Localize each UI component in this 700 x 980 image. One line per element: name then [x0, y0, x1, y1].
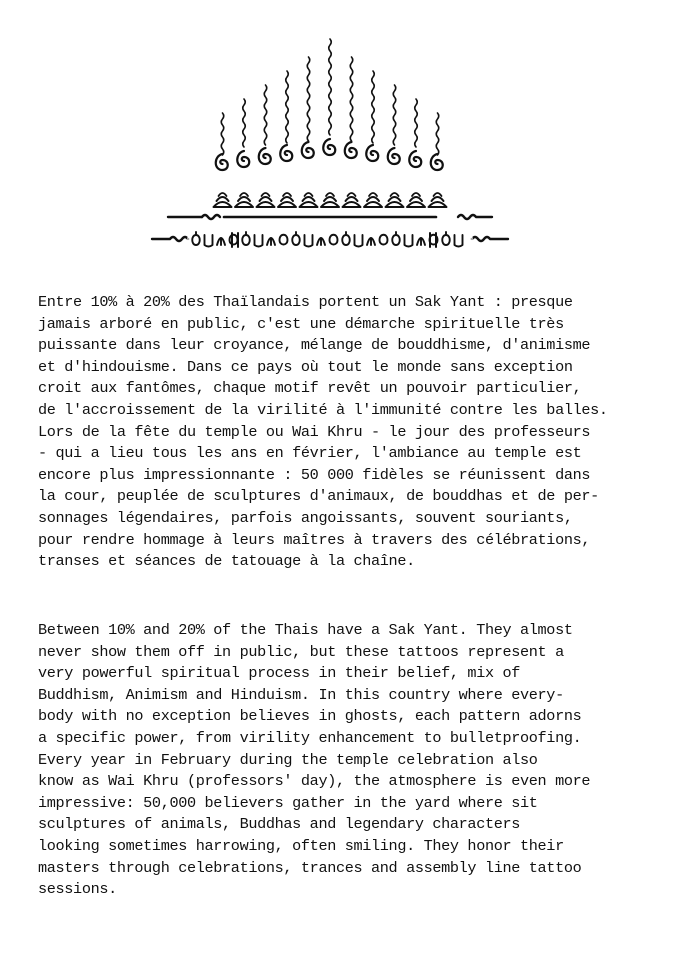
french-paragraph-line: Entre 10% à 20% des Thaïlandais portent un Sak Yant : presque — [38, 293, 573, 311]
english-paragraph-line: very powerful spiritual process in their belief, mix of — [38, 664, 521, 683]
english-paragraph-line: Between 10% and 20% of the Thais have a Sak Yant. They almost — [38, 621, 573, 639]
english-paragraph-line: know as Wai Khru (professors' day), the atmosphere is even more — [38, 772, 591, 791]
english-paragraph-line: body with no exception believes in ghosts, each pattern adorns — [38, 707, 582, 726]
french-paragraph-line: puissante dans leur croyance, mélange de bouddhisme, d'animisme — [38, 336, 591, 355]
english-paragraph-line: a specific power, from virility enhancement to bulletproofing. — [38, 728, 582, 747]
english-paragraph-line: sculptures of animals, Buddhas and legendary characters — [38, 815, 521, 834]
french-paragraph-line: - qui a lieu tous les ans en février, l'ambiance au temple est — [38, 444, 582, 463]
english-paragraph-line: masters through celebrations, trances and assembly line tattoo — [38, 858, 582, 877]
english-paragraph-line: Every year in February during the temple celebration also — [38, 750, 538, 769]
french-paragraph-line: croit aux fantômes, chaque motif revêt un pouvoir particulier, — [38, 379, 582, 398]
french-paragraph-line: sonnages légendaires, parfois angoissants, souvent souriants, — [38, 508, 573, 527]
english-paragraph — [38, 620, 668, 901]
english-paragraph-line: looking sometimes harrowing, often smiling. They honor their — [38, 836, 564, 855]
english-paragraph-line: never show them off in public, but these tattoos represent a — [38, 642, 564, 661]
french-paragraph-line: de l'accroissement de la virilité à l'immunité contre les balles. — [38, 400, 608, 419]
french-paragraph-line: Lors de la fête du temple ou Wai Khru - le jour des professeurs — [38, 422, 591, 441]
french-paragraph-line: transes et séances de tatouage à la chaîne. — [38, 552, 415, 571]
french-paragraph-line: et d'hindouisme. Dans ce pays où tout le monde sans exception — [38, 357, 573, 376]
french-paragraph-line: pour rendre hommage à leurs maîtres à travers des célébrations, — [38, 530, 591, 549]
english-paragraph-line: impressive: 50,000 believers gather in the yard where sit — [38, 793, 538, 812]
french-paragraph — [38, 292, 668, 573]
french-paragraph-line: jamais arboré en public, c'est une démarche spirituelle très — [38, 314, 564, 333]
english-paragraph-line: Buddhism, Animism and Hinduism. In this country where every- — [38, 685, 564, 704]
french-paragraph-line: la cour, peuplée de sculptures d'animaux, de bouddhas et de per- — [38, 487, 599, 506]
english-paragraph-line: sessions. — [38, 880, 117, 899]
sak-yant-tattoo-icon — [140, 35, 520, 260]
french-paragraph-line: encore plus impressionnante : 50 000 fidèles se réunissent dans — [38, 465, 591, 484]
